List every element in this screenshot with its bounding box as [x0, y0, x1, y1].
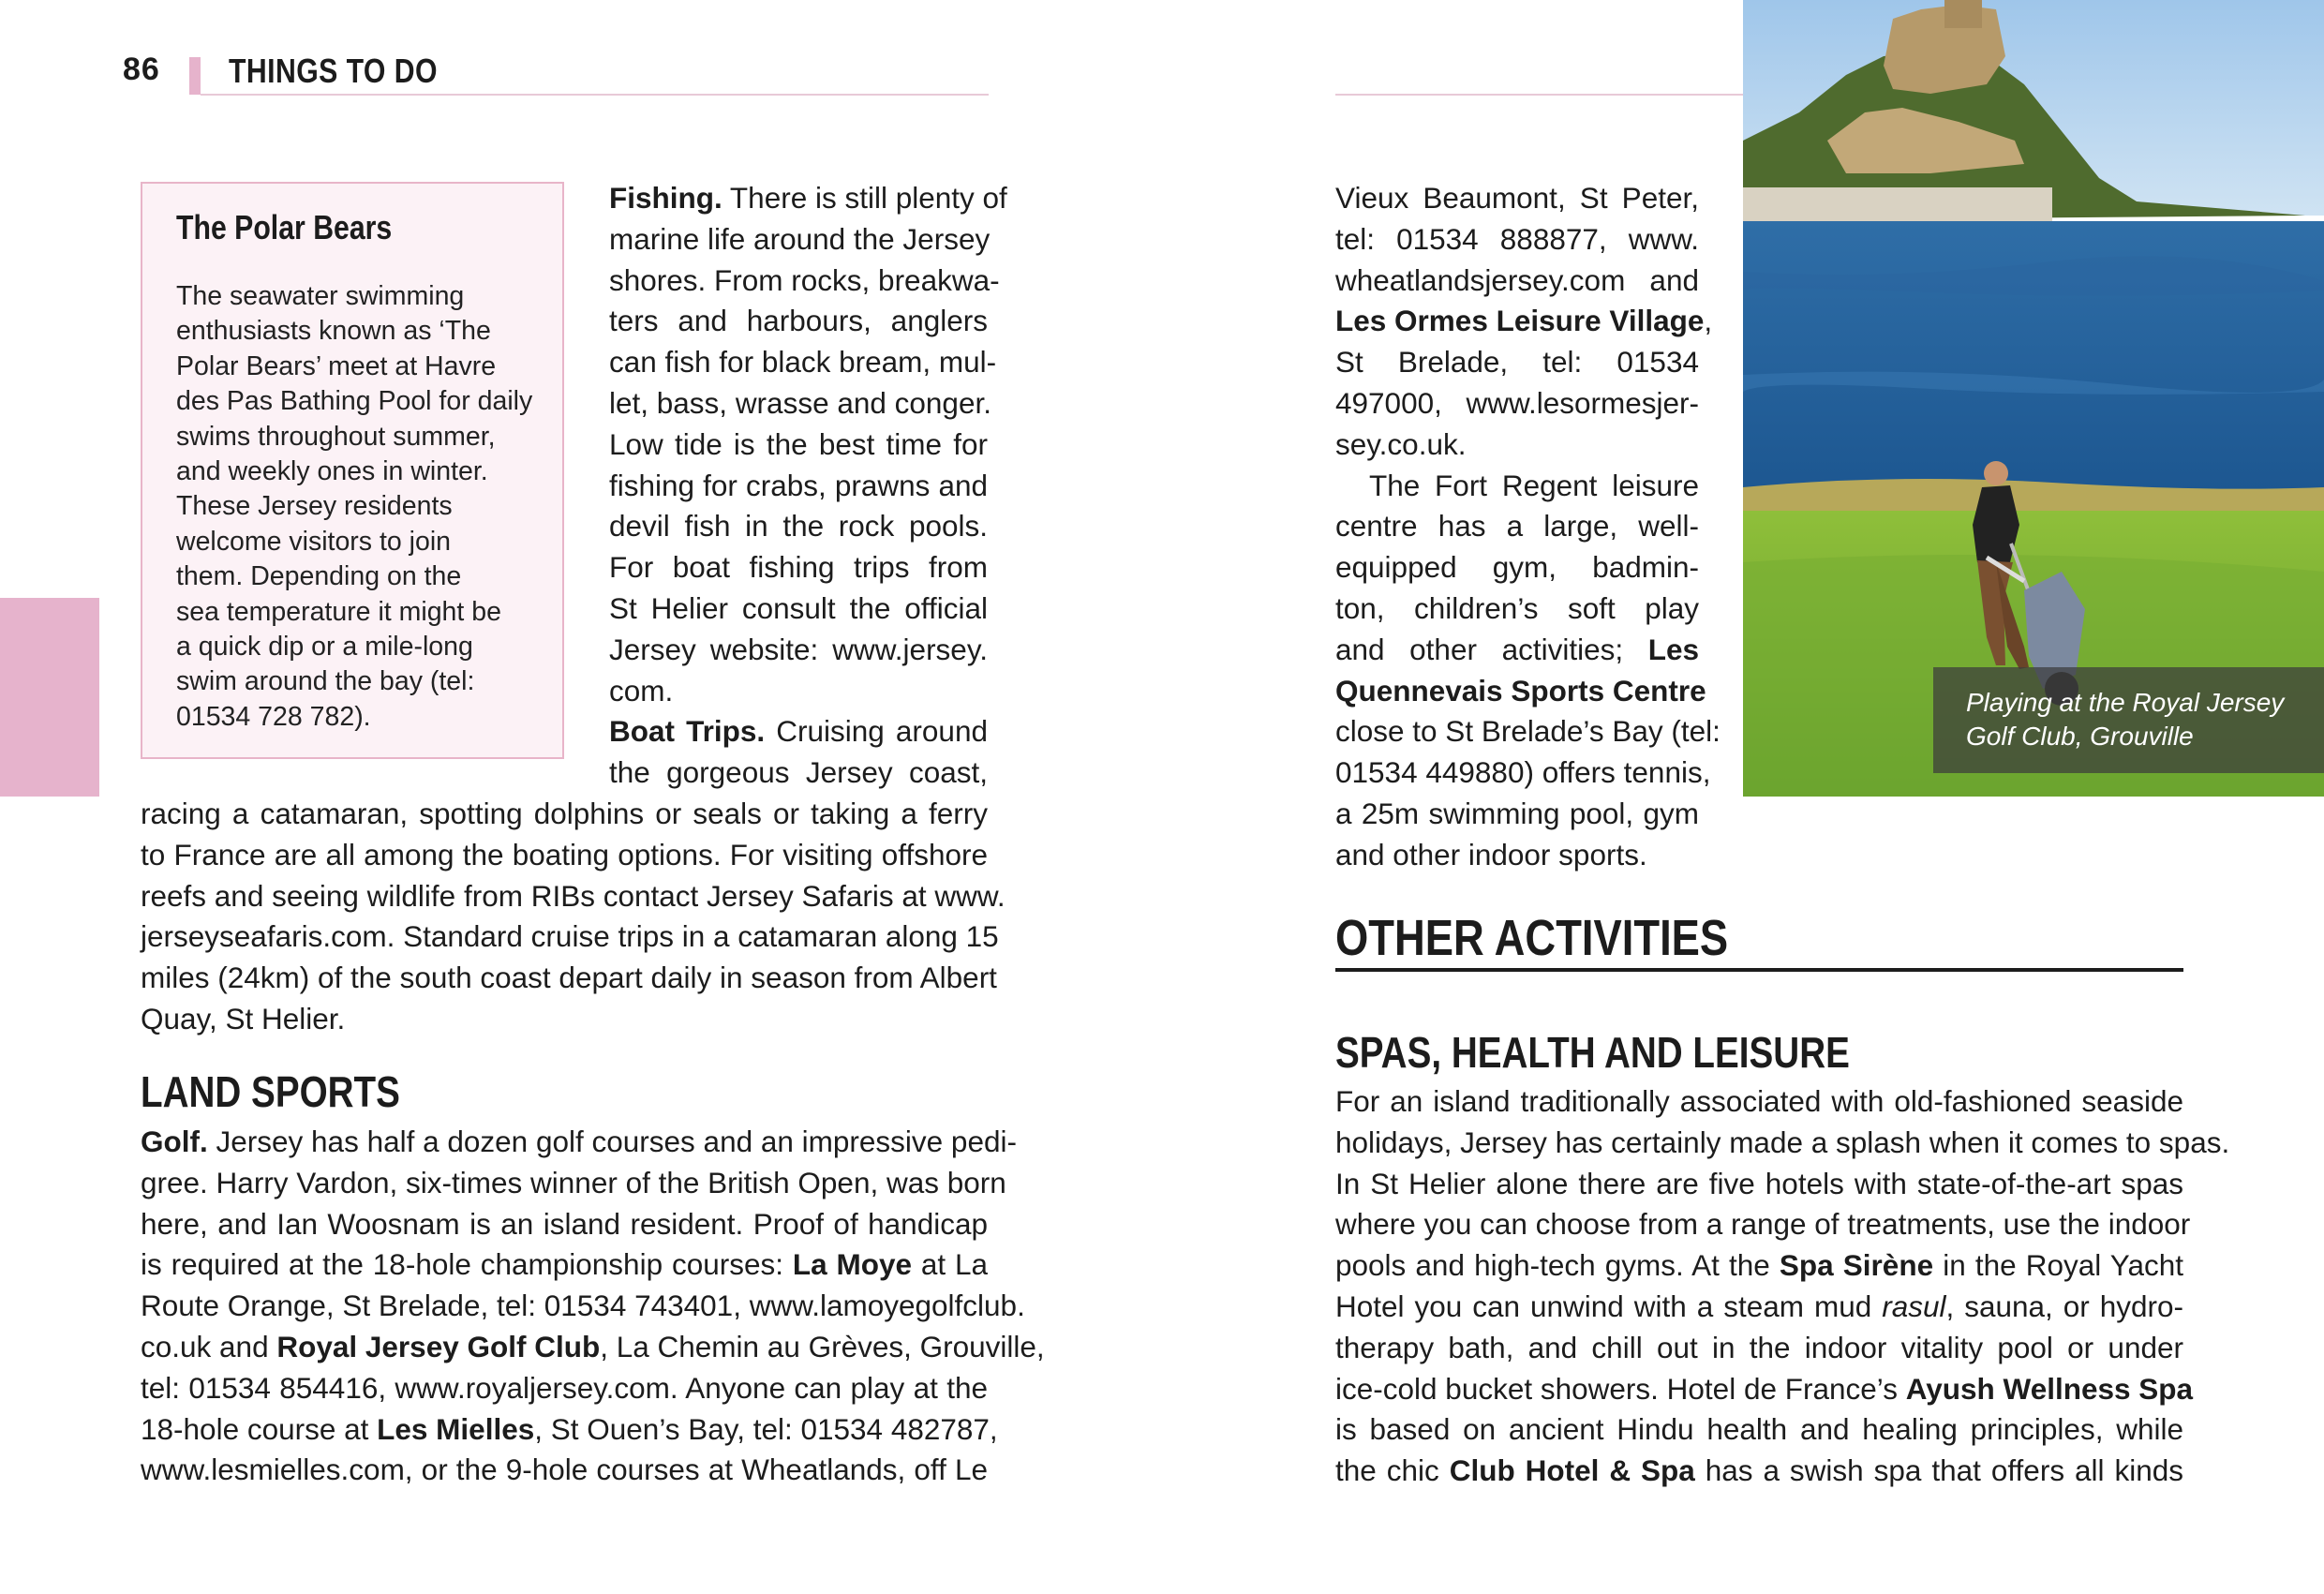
text-line: holidays, Jersey has certainly made a splash when it comes to spas. — [1335, 1125, 2230, 1159]
sidebar-box-polar-bears — [141, 182, 564, 759]
text-run: pools and high-tech gyms. At the — [1335, 1248, 1780, 1283]
sidebar-line: swims throughout summer, — [176, 421, 496, 452]
text-line: For boat fishing trips from — [609, 550, 988, 585]
sidebar-line: 01534 728 782). — [176, 701, 371, 732]
sidebar-line: des Pas Bathing Pool for daily — [176, 386, 533, 417]
text-run: 18-hole course at — [141, 1411, 378, 1446]
text-line: St Helier consult the official — [609, 590, 988, 625]
text-line — [141, 1327, 1045, 1368]
text-run: Jersey has half a dozen golf courses and an impressive pedi- — [207, 1125, 1017, 1158]
text-line: www.lesmielles.com, or the 9-hole courses at Wheatlands, off Le — [141, 1452, 988, 1487]
sidebar-line: Polar Bears’ meet at Havre — [176, 350, 497, 381]
text-line: marine life around the Jersey — [609, 221, 991, 256]
boat-trips-paragraph — [141, 794, 1006, 1040]
text-run: , St Ouen’s Bay, tel: 01534 482787, — [534, 1411, 998, 1446]
text-line — [141, 1409, 998, 1451]
text-run: has a swish spa that offers all kinds — [1694, 1453, 2184, 1488]
sidebar-line: them. Depending on the — [176, 561, 462, 592]
text-line: is based on ancient Hindu health and healing principles, while — [1335, 1412, 2183, 1447]
italic-run: rasul — [1882, 1289, 1946, 1323]
text-line — [1335, 1451, 2183, 1492]
text-run: , — [1704, 304, 1713, 338]
text-line: shores. From rocks, breakwa- — [609, 262, 1000, 297]
fishing-paragraph — [609, 178, 1007, 794]
text-line — [1335, 630, 1699, 671]
text-line: The Fort Regent leisure — [1369, 468, 1699, 502]
text-line: where you can choose from a range of treatments, use the indoor — [1335, 1207, 2191, 1242]
sidebar-line: These Jersey residents — [176, 491, 453, 522]
text-line: here, and Ian Woosnam is an island resident. Proof of handicap — [141, 1206, 988, 1241]
text-run: ice-cold bucket showers. Hotel de France’s — [1335, 1371, 1906, 1406]
sidebar-title: The Polar Bears — [176, 208, 393, 246]
text-line: sey.co.uk. — [1335, 426, 1467, 461]
text-line — [609, 178, 1007, 219]
text-run: , La Chemin au Grèves, Grouville, — [600, 1329, 1045, 1363]
fishing-lead: Fishing. — [609, 181, 723, 215]
caption-line: Golf Club, Grouville — [1966, 722, 2194, 751]
bold-run: Spa Sirène — [1779, 1248, 1934, 1283]
text-line — [1335, 1245, 2183, 1287]
text-line: racing a catamaran, spotting dolphins or seals or taking a ferry — [141, 797, 988, 830]
photo-caption — [1966, 686, 2317, 753]
boat-trips-lead: Boat Trips. — [609, 714, 766, 749]
text-line: ters and harbours, anglers — [609, 304, 988, 338]
text-line: jerseyseafaris.com. Standard cruise trips in a catamaran along 15 — [141, 919, 999, 954]
bold-run: Club Hotel & Spa — [1449, 1453, 1695, 1488]
text-line: In St Helier alone there are five hotels with state-of-the-art spas — [1335, 1166, 2183, 1200]
text-line: to France are all among the boating options. For visiting offshore — [141, 837, 988, 871]
header-rule-left — [201, 94, 989, 96]
text-line: Quay, St Helier. — [141, 1001, 346, 1035]
spas-paragraph — [1335, 1081, 2230, 1492]
bold-run: La Moye — [792, 1247, 912, 1282]
text-line: a 25m swimming pool, gym — [1335, 796, 1699, 830]
chapter-thumb-tab — [0, 598, 99, 797]
bold-run: Quennevais Sports Centre — [1335, 673, 1706, 708]
text-line: tel: 01534 854416, www.royaljersey.com. Anyone can play at the — [141, 1370, 988, 1405]
text-line — [1335, 1287, 2183, 1328]
text-line: close to St Brelade’s Bay (tel: — [1335, 714, 1721, 749]
spas-heading: SPAS, HEALTH AND LEISURE — [1335, 1028, 1850, 1077]
text-line: ton, children’s soft play — [1335, 590, 1699, 625]
sidebar-line: and weekly ones in winter. — [176, 456, 488, 487]
text-line: tel: 01534 888877, www. — [1335, 221, 1699, 256]
text-line: St Brelade, tel: 01534 — [1335, 345, 1699, 380]
text-run: Hotel you can unwind with a steam mud — [1335, 1289, 1883, 1323]
sidebar-line: a quick dip or a mile-long — [176, 632, 473, 663]
sidebar-line: enthusiasts known as ‘The — [176, 316, 491, 347]
header-rule-right — [1335, 94, 1743, 96]
header-accent-bar — [189, 57, 201, 95]
text-line: gree. Harry Vardon, six-times winner of the British Open, was born — [141, 1165, 1006, 1199]
text-line: equipped gym, badmin- — [1335, 550, 1699, 585]
text-line — [141, 1244, 988, 1286]
text-line: fishing for crabs, prawns and — [609, 468, 988, 502]
text-line: 01534 449880) offers tennis, — [1335, 755, 1711, 790]
bold-run: Les Ormes Leisure Village — [1335, 304, 1705, 338]
text-line: 497000, www.lesormesjer- — [1335, 385, 1699, 420]
sidebar-line: welcome visitors to join — [176, 526, 452, 557]
heading-rule — [1335, 968, 2183, 972]
text-line: Low tide is the best time for — [609, 426, 988, 461]
text-run: at La — [912, 1247, 989, 1282]
golf-paragraph — [141, 1122, 1045, 1491]
text-line: wheatlandsjersey.com and — [1335, 262, 1699, 297]
other-activities-heading: OTHER ACTIVITIES — [1335, 910, 1729, 966]
page-number: 86 — [123, 52, 160, 87]
sidebar-text — [176, 279, 551, 735]
text-line — [141, 1122, 1017, 1163]
bold-run: Ayush Wellness Spa — [1905, 1371, 2194, 1406]
bold-run: Royal Jersey Golf Club — [276, 1329, 601, 1363]
text-line: Route Orange, St Brelade, tel: 01534 743401, www.lamoyegolfclub. — [141, 1289, 1025, 1323]
text-run: There is still plenty of — [722, 181, 1007, 215]
text-line: devil fish in the rock pools. — [609, 509, 988, 544]
text-run: Cruising around — [765, 714, 988, 749]
text-line: miles (24km) of the south coast depart daily in season from Albert — [141, 961, 997, 995]
text-line: and other indoor sports. — [1335, 837, 1647, 871]
land-sports-heading: LAND SPORTS — [141, 1067, 400, 1116]
text-line: For an island traditionally associated with old-fashioned seaside — [1335, 1084, 2183, 1118]
bold-run: Les Mielles — [377, 1411, 535, 1446]
text-line: Jersey website: www.jersey. — [609, 632, 988, 666]
text-line — [1335, 671, 1706, 712]
text-run: and other activities; — [1335, 632, 1648, 666]
text-line — [1335, 1369, 2194, 1410]
sidebar-line: The seawater swimming — [176, 281, 465, 311]
sidebar-line: swim around the bay (tel: — [176, 666, 475, 697]
text-line — [1335, 301, 1713, 342]
text-line: Vieux Beaumont, St Peter, — [1335, 181, 1699, 215]
caption-line: Playing at the Royal Jersey — [1966, 688, 2285, 717]
text-line: reefs and seeing wildlife from RIBs contact Jersey Safaris at www. — [141, 878, 1006, 913]
text-line: com. — [609, 673, 674, 708]
text-run: in the Royal Yacht — [1933, 1248, 2183, 1283]
text-line — [609, 711, 988, 752]
text-run: , sauna, or hydro- — [1945, 1289, 2183, 1323]
bold-run: Les — [1647, 632, 1699, 666]
running-header-title: THINGS TO DO — [229, 52, 438, 90]
text-run: co.uk and — [141, 1329, 277, 1363]
text-line: centre has a large, well- — [1335, 509, 1699, 544]
text-line: therapy bath, and chill out in the indoor vitality pool or under — [1335, 1330, 2183, 1364]
text-run: the chic — [1335, 1453, 1450, 1488]
text-run: is required at the 18-hole championship courses: — [141, 1247, 793, 1282]
text-line: can fish for black bream, mul- — [609, 345, 997, 380]
text-line: let, bass, wrasse and conger. — [609, 385, 991, 420]
text-line: the gorgeous Jersey coast, — [609, 755, 988, 790]
wheatlands-paragraph — [1335, 178, 1721, 876]
sidebar-line: sea temperature it might be — [176, 596, 501, 627]
golf-lead: Golf. — [141, 1125, 208, 1158]
